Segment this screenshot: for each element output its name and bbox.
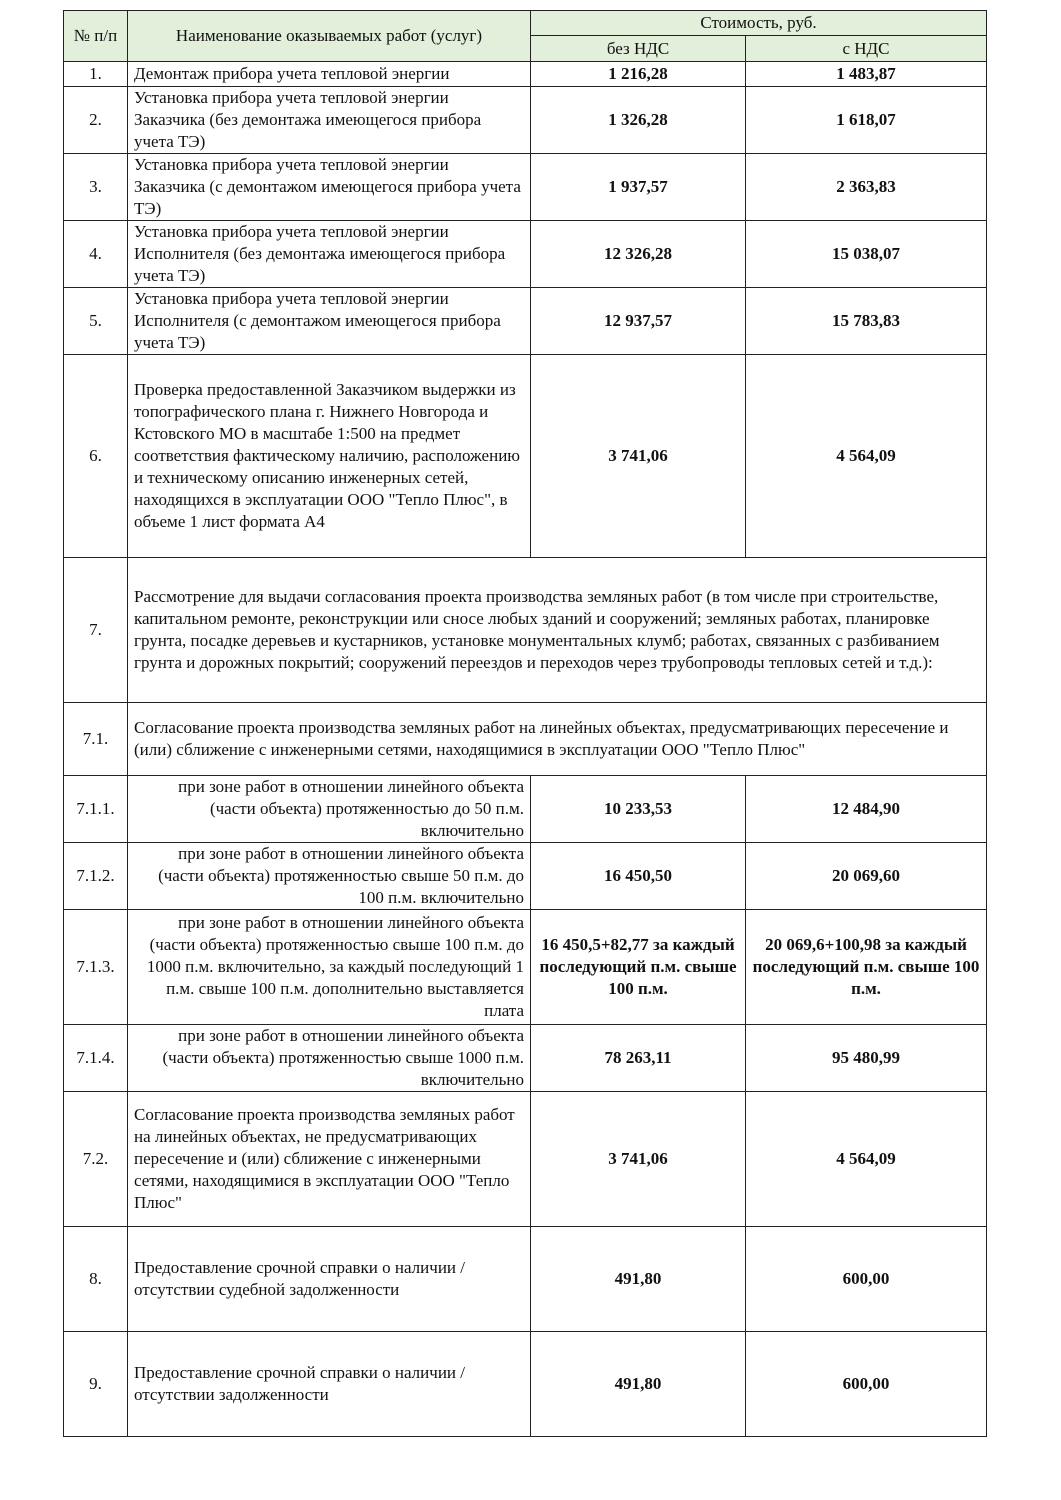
row-price-no-vat: 491,80: [531, 1332, 746, 1437]
row-price-no-vat: 16 450,5+82,77 за каждый последующий п.м. свыше 100 п.м.: [531, 910, 746, 1025]
section-row: [64, 703, 987, 776]
row-price-no-vat: 12 937,57: [531, 288, 746, 355]
row-name: Согласование проекта производства земляных работ на линейных объектах, не предусматривающих пересечение и (или) сближение с инженерными сетями, находящимися в эксплуатации ООО "Тепло Плюс": [128, 1092, 531, 1227]
table-header: [64, 11, 987, 62]
table-row: [64, 288, 987, 355]
table-row: [64, 154, 987, 221]
row-price-no-vat: 3 741,06: [531, 1092, 746, 1227]
row-name: при зоне работ в отношении линейного объекта (части объекта) протяженностью свыше 50 п.м. до 100 п.м. включительно: [128, 843, 531, 910]
table-row: [64, 355, 987, 558]
row-price-no-vat: 1 937,57: [531, 154, 746, 221]
row-price-no-vat: 78 263,11: [531, 1025, 746, 1092]
row-price-vat: 20 069,60: [746, 843, 987, 910]
row-price-vat: 15 783,83: [746, 288, 987, 355]
row-price-vat: 4 564,09: [746, 1092, 987, 1227]
row-num: 7.1.4.: [64, 1025, 128, 1092]
row-price-vat: 600,00: [746, 1332, 987, 1437]
row-name: Предоставление срочной справки о наличии / отсутствии задолженности: [128, 1332, 531, 1437]
section-row: [64, 558, 987, 703]
row-price-no-vat: 12 326,28: [531, 221, 746, 288]
row-name: Установка прибора учета тепловой энергии Исполнителя (без демонтажа имеющегося прибора учета ТЭ): [128, 221, 531, 288]
table-row: [64, 843, 987, 910]
row-name: Установка прибора учета тепловой энергии Заказчика (с демонтажом имеющегося прибора учета ТЭ): [128, 154, 531, 221]
header-vat: с НДС: [746, 36, 987, 62]
header-num: № п/п: [64, 11, 128, 62]
section-name: Рассмотрение для выдачи согласования проекта производства земляных работ (в том числе при строительстве, капитальном ремонте, реконструкции или сносе любых зданий и сооружений; земляных работах, планировке грунта, посадке деревьев и кустарников, установке монументальных клумб; работах, связанных с разбиванием грунта и дорожных покрытий; сооружений переездов и переходов через трубопроводы тепловых сетей и т.д.):: [128, 558, 987, 703]
row-price-no-vat: 16 450,50: [531, 843, 746, 910]
row-price-no-vat: 10 233,53: [531, 776, 746, 843]
row-name: Установка прибора учета тепловой энергии Заказчика (без демонтажа имеющегося прибора учета ТЭ): [128, 87, 531, 154]
row-price-no-vat: 491,80: [531, 1227, 746, 1332]
row-num: 9.: [64, 1332, 128, 1437]
row-price-vat: 600,00: [746, 1227, 987, 1332]
row-name: при зоне работ в отношении линейного объекта (части объекта) протяженностью свыше 100 п.м. до 1000 п.м. включительно, за каждый последующий 1 п.м. свыше 100 п.м. дополнительно выставляется плата: [128, 910, 531, 1025]
header-no-vat: без НДС: [531, 36, 746, 62]
row-num: 7.2.: [64, 1092, 128, 1227]
row-name: при зоне работ в отношении линейного объекта (части объекта) протяженностью свыше 1000 п.м. включительно: [128, 1025, 531, 1092]
table-row: [64, 1025, 987, 1092]
row-num: 2.: [64, 87, 128, 154]
table-row: [64, 62, 987, 87]
header-name: Наименование оказываемых работ (услуг): [128, 11, 531, 62]
row-price-vat: 1 618,07: [746, 87, 987, 154]
row-num: 7.1.2.: [64, 843, 128, 910]
row-num: 1.: [64, 62, 128, 87]
row-price-vat: 12 484,90: [746, 776, 987, 843]
price-table: [63, 10, 987, 1437]
row-num: 4.: [64, 221, 128, 288]
row-price-vat: 20 069,6+100,98 за каждый последующий п.м. свыше 100 п.м.: [746, 910, 987, 1025]
row-name: при зоне работ в отношении линейного объекта (части объекта) протяженностью до 50 п.м. включительно: [128, 776, 531, 843]
table-row: [64, 910, 987, 1025]
row-price-vat: 1 483,87: [746, 62, 987, 87]
row-price-vat: 15 038,07: [746, 221, 987, 288]
row-num: 3.: [64, 154, 128, 221]
row-num: 6.: [64, 355, 128, 558]
row-price-vat: 4 564,09: [746, 355, 987, 558]
row-num: 7.: [64, 558, 128, 703]
row-name: Установка прибора учета тепловой энергии Исполнителя (с демонтажом имеющегося прибора учета ТЭ): [128, 288, 531, 355]
row-price-no-vat: 3 741,06: [531, 355, 746, 558]
section-name: Согласование проекта производства земляных работ на линейных объектах, предусматривающих пересечение и (или) сближение с инженерными сетями, находящимися в эксплуатации ООО "Тепло Плюс": [128, 703, 987, 776]
row-price-vat: 2 363,83: [746, 154, 987, 221]
row-price-no-vat: 1 216,28: [531, 62, 746, 87]
row-name: Предоставление срочной справки о наличии / отсутствии судебной задолженности: [128, 1227, 531, 1332]
row-name: Проверка предоставленной Заказчиком выдержки из топографического плана г. Нижнего Новгорода и Кстовского МО в масштабе 1:500 на предмет соответствия фактическому наличию, расположению и техническому описанию инженерных сетей, находящихся в эксплуатации ООО "Тепло Плюс", в объеме 1 лист формата А4: [128, 355, 531, 558]
table-row: [64, 1227, 987, 1332]
table-row: [64, 776, 987, 843]
table-row: [64, 221, 987, 288]
table-row: [64, 1092, 987, 1227]
row-name: Демонтаж прибора учета тепловой энергии: [128, 62, 531, 87]
row-num: 7.1.: [64, 703, 128, 776]
header-cost: Стоимость, руб.: [531, 11, 987, 36]
row-num: 7.1.1.: [64, 776, 128, 843]
row-price-no-vat: 1 326,28: [531, 87, 746, 154]
table-row: [64, 87, 987, 154]
table-row: [64, 1332, 987, 1437]
row-price-vat: 95 480,99: [746, 1025, 987, 1092]
row-num: 7.1.3.: [64, 910, 128, 1025]
row-num: 8.: [64, 1227, 128, 1332]
row-num: 5.: [64, 288, 128, 355]
